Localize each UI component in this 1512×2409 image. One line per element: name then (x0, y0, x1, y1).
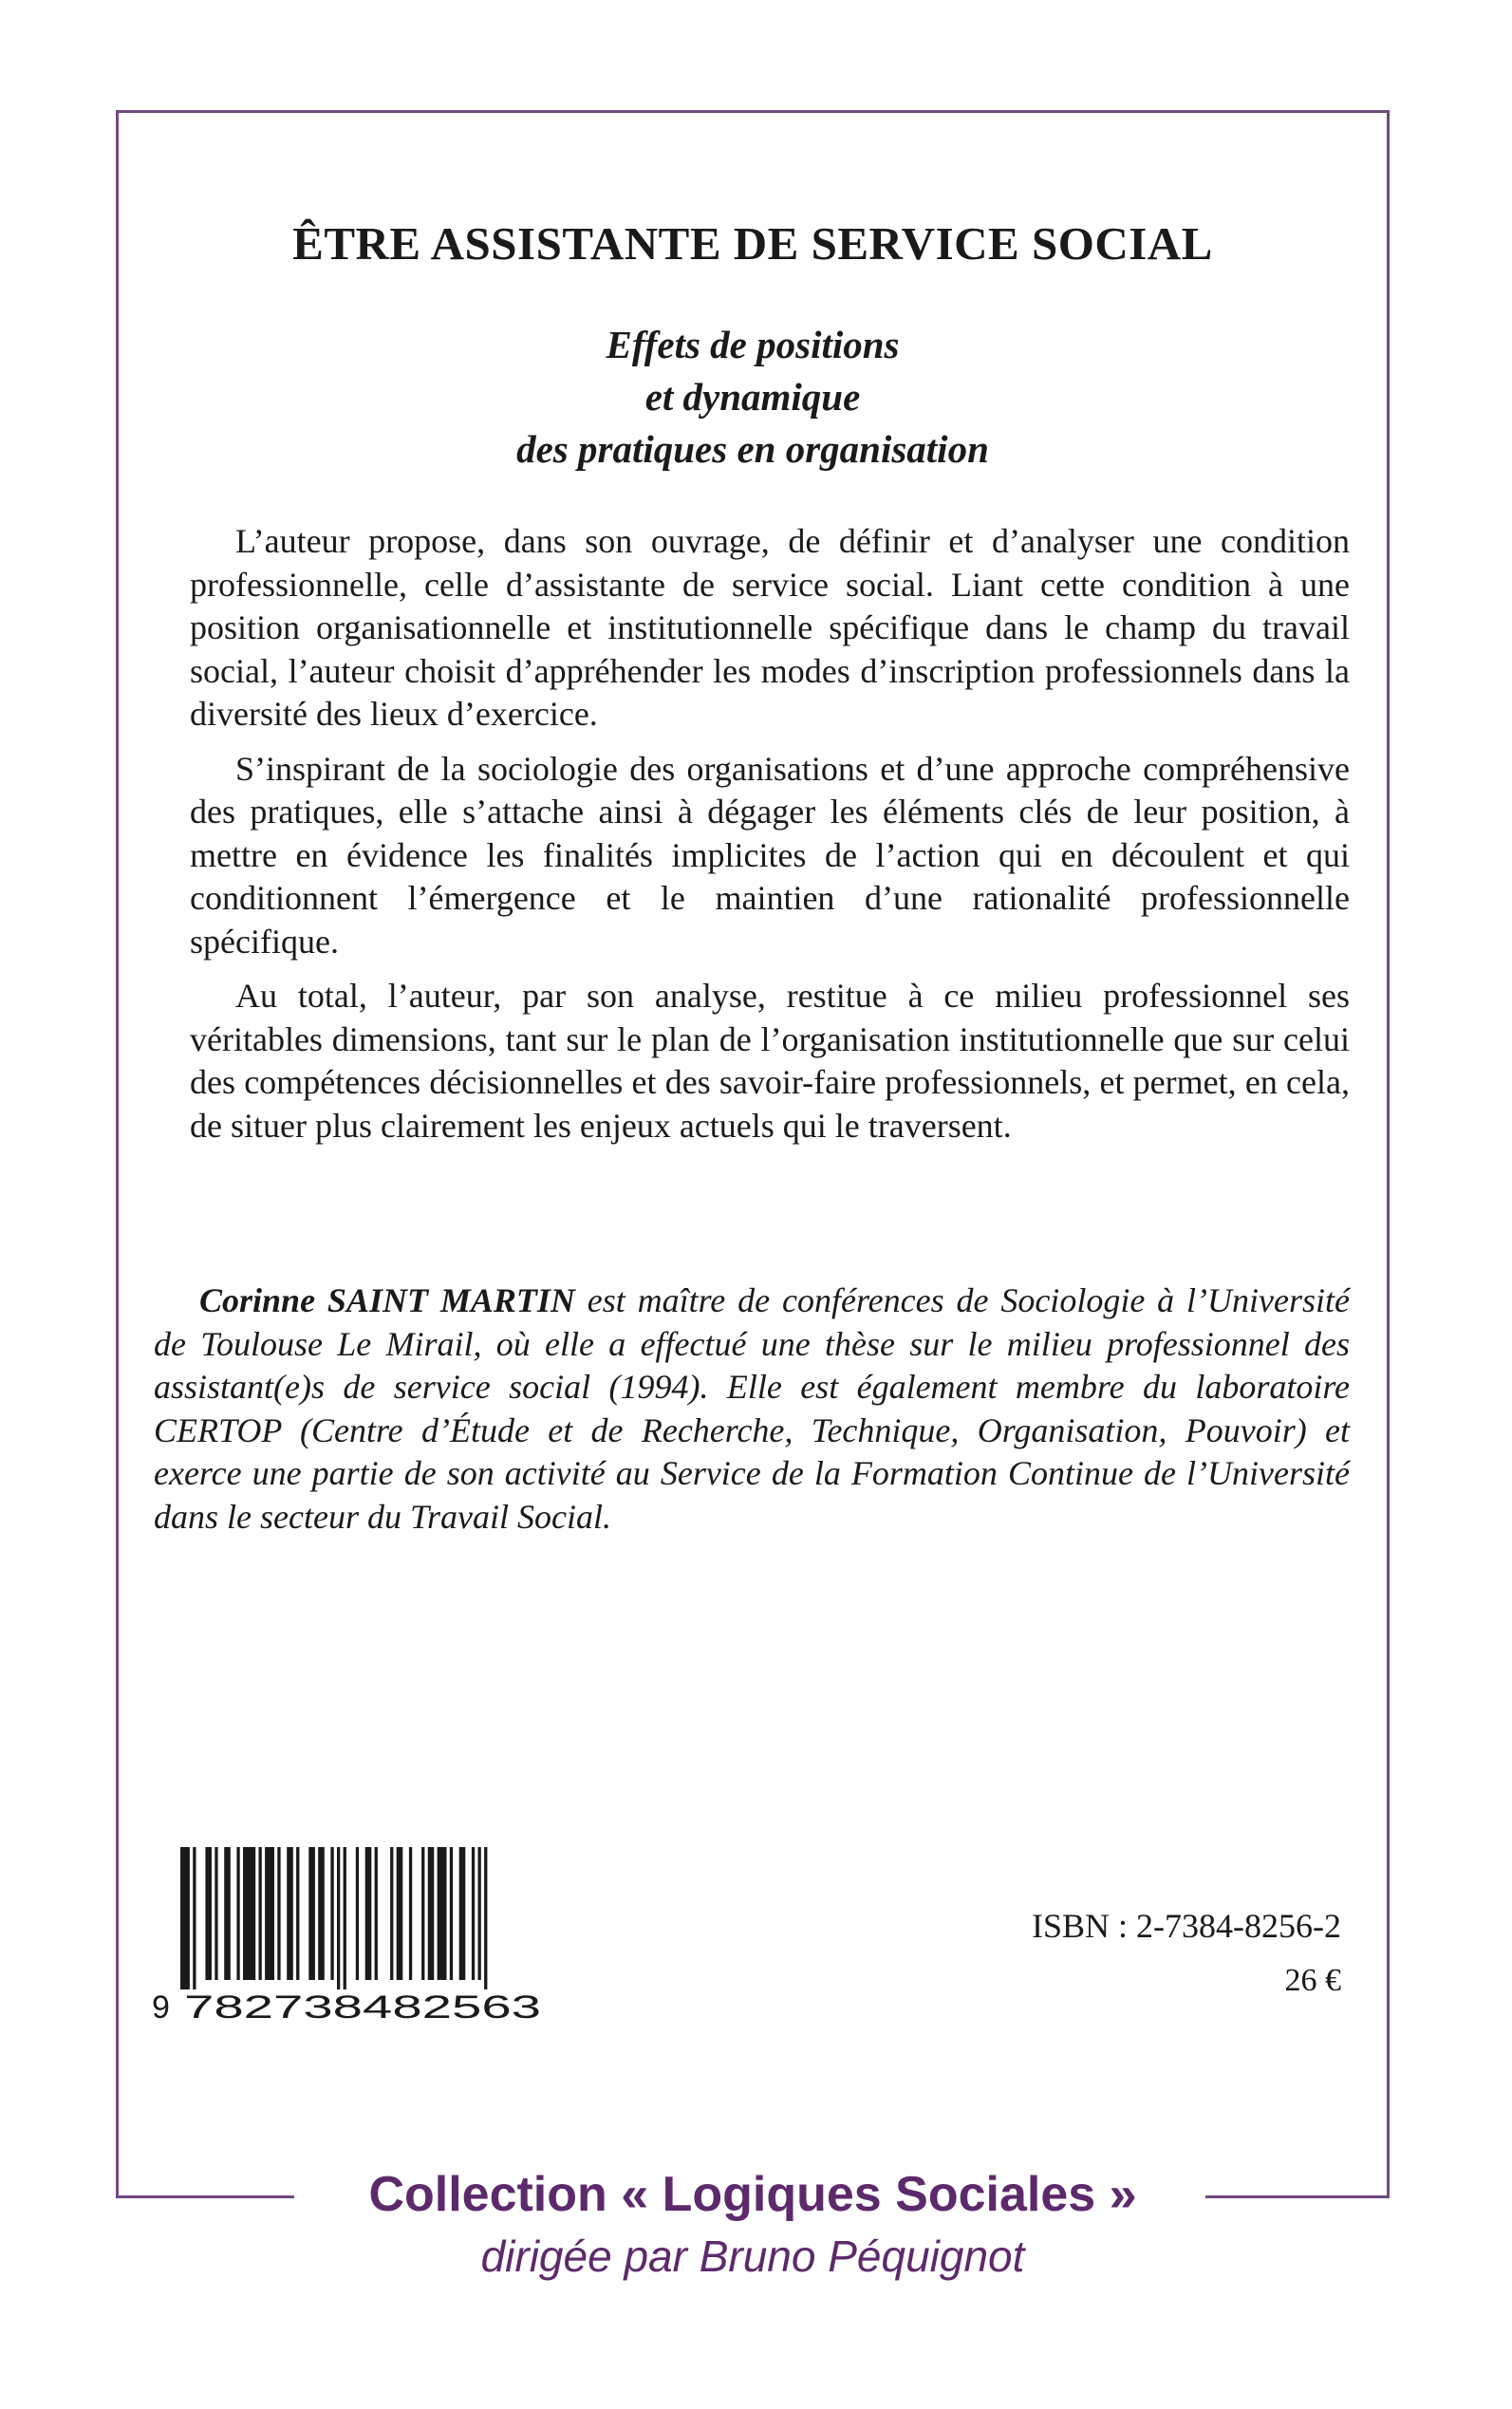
barcode-bar (287, 1847, 293, 1980)
author-name: Corinne SAINT MARTIN (199, 1281, 575, 1319)
barcode-bar (318, 1847, 325, 1980)
subtitle-line: Effets de positions (606, 323, 900, 366)
book-title: ÊTRE ASSISTANTE DE SERVICE SOCIAL (292, 217, 1213, 270)
barcode-bar (296, 1847, 299, 1980)
barcode-bar (180, 1847, 190, 1989)
collection-title: Collection « Logiques Sociales » (368, 2167, 1137, 2222)
barcode-bar (459, 1847, 466, 1980)
barcode-bar (243, 1847, 255, 1980)
barcode-bar (409, 1847, 412, 1980)
barcode-bar (337, 1847, 340, 1989)
barcode-bar (450, 1847, 453, 1980)
barcode-bar (277, 1847, 280, 1980)
barcode-bar (236, 1847, 239, 1980)
barcode-bar (421, 1847, 424, 1980)
barcode-bar (375, 1847, 378, 1980)
frame-border-top (116, 110, 1390, 113)
barcode-bar (478, 1847, 481, 1980)
barcode-bar (397, 1847, 403, 1980)
barcode-bar (308, 1847, 315, 1980)
barcode-bar (215, 1847, 217, 1980)
barcode-graphic (152, 1847, 551, 2024)
barcode-bar (330, 1847, 333, 1980)
summary-paragraph: L’auteur propose, dans son ouvrage, de définir et d’analyser une condition professionnelle, celle d’assistante de service social. Liant cette condition à une position organisationnelle et institutionnelle spécifique dans le champ du travail social, l’auteur choisit d’appréhender les modes d’inscription professionnels dans la diversité des lieux d’exercice. (190, 522, 1350, 733)
barcode-bar (265, 1847, 274, 1980)
subtitle-line: des pratiques en organisation (516, 427, 989, 471)
collection-director: dirigée par Bruno Péquignot (480, 2232, 1025, 2281)
barcode-bar (438, 1847, 447, 1980)
barcode-bar (428, 1847, 435, 1980)
isbn-number: ISBN : 2-7384-8256-2 (1032, 1907, 1341, 1945)
barcode-bar (205, 1847, 212, 1980)
author-bio-text: est maître de conférences de Sociologie à l’Université de Toulouse Le Mirail, où elle a effectué une thèse sur le milieu professionnel des assistant(e)s de service social (1994). Elle est également membre du laboratoire CERTOP (Centre d’Étude et de Recherche, Technique, Organisation, Pouvoir) et exerce une partie de son activité au Service de la Formation Continue de l’Université dans le secteur du Travail Social. (154, 1281, 1351, 1536)
barcode-lead-digit: 9 (152, 1989, 170, 2024)
barcode-bar (193, 1847, 196, 1989)
summary-paragraph: S’inspirant de la sociologie des organisations et d’une approche compréhensive des pratiques, elle s’attache ainsi à dégager les éléments clés de leur position, à mettre en évidence les finalités implicites de l’action qui en découlent et qui conditionnent l’émergence et le maintien d’une rationalité professionnelle spécifique. (190, 749, 1350, 961)
subtitle-line: et dynamique (644, 375, 861, 419)
price: 26 € (1284, 1963, 1341, 1998)
summary-text (190, 520, 1350, 1159)
barcode-bar (365, 1847, 372, 1980)
barcode-bar (472, 1847, 475, 1980)
barcode-bar (484, 1847, 487, 1989)
barcode-bar (259, 1847, 262, 1980)
summary-paragraph: Au total, l’auteur, par son analyse, restitue à ce milieu professionnel ses véritables dimensions, tant sur le plan de l’organisation institutionnelle que sur celui des compétences décisionnelles et des savoir-faire professionnels, et permet, en cela, de situer plus clairement les enjeux actuels qui le traversent. (190, 977, 1350, 1145)
barcode-bar (390, 1847, 393, 1980)
barcode-digits: 782738482563 (184, 1989, 541, 2024)
barcode-bar (356, 1847, 359, 1980)
barcode-bar (344, 1847, 346, 1989)
barcode-bar (224, 1847, 231, 1980)
book-subtitle (116, 319, 1390, 476)
author-bio (154, 1279, 1350, 1539)
isbn-barcode (152, 1847, 551, 2024)
